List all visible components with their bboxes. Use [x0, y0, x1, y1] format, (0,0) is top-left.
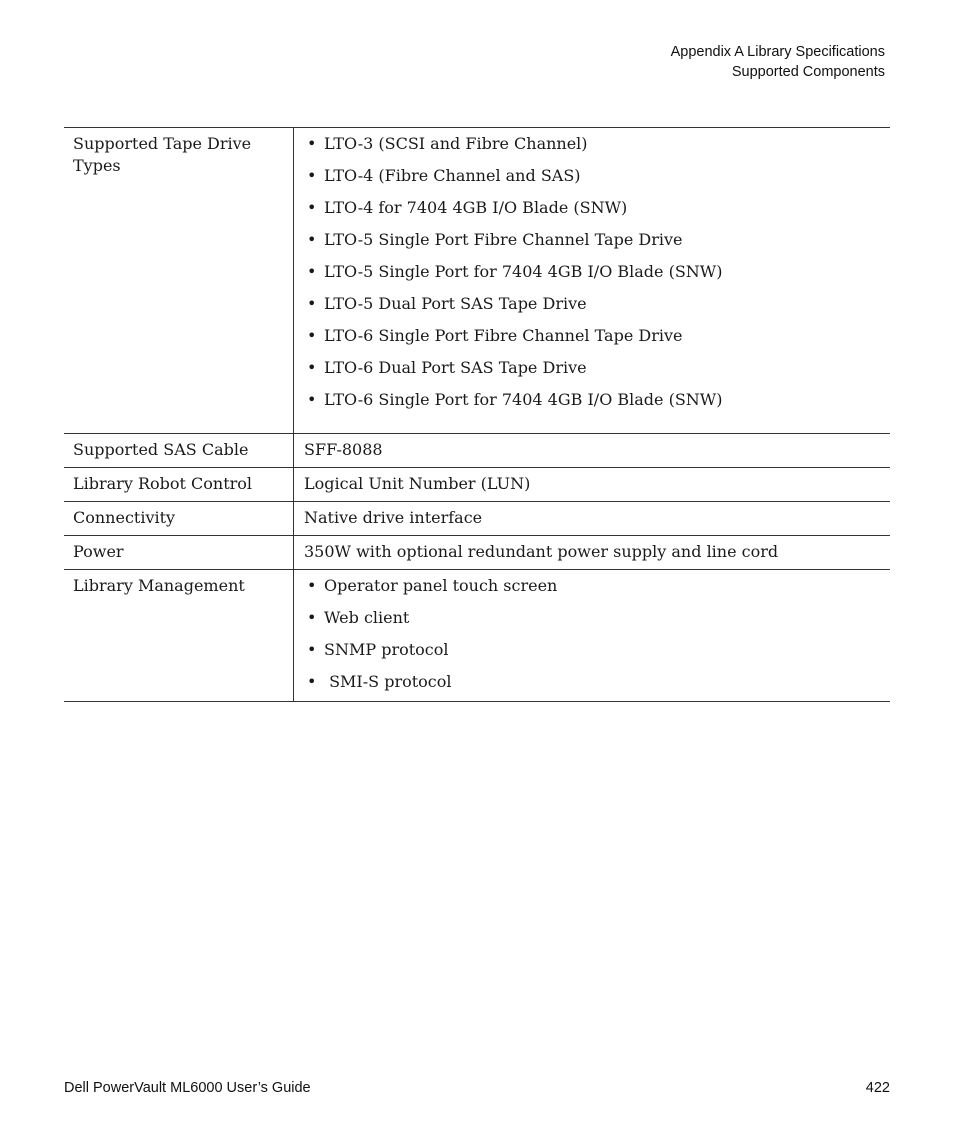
table-row: [64, 536, 890, 570]
running-header: [671, 42, 885, 82]
page-number: 422: [865, 1080, 890, 1096]
bullet-icon: •: [307, 230, 317, 249]
bullet-icon: •: [307, 134, 317, 153]
row-label: Supported SAS Cable: [64, 434, 294, 468]
bullet-icon: •: [307, 166, 317, 185]
bullet-icon: •: [307, 262, 317, 281]
specifications-table: [64, 127, 890, 702]
list-item: • LTO-3 (SCSI and Fibre Channel): [307, 134, 588, 153]
table-row: [64, 570, 890, 702]
row-value: Logical Unit Number (LUN): [294, 468, 891, 502]
row-label: Power: [64, 536, 294, 570]
list-item: • Operator panel touch screen: [307, 576, 558, 595]
bullet-icon: •: [307, 294, 317, 313]
table-row: [64, 128, 890, 434]
bullet-icon: •: [307, 672, 317, 691]
list-item: • LTO-4 for 7404 4GB I/O Blade (SNW): [307, 198, 628, 217]
row-value: SFF-8088: [294, 434, 891, 468]
header-chapter: Appendix A Library Specifications: [670, 44, 885, 60]
list-item: • LTO-5 Single Port Fibre Channel Tape Drive: [307, 230, 683, 249]
list-item: • SMI-S protocol: [307, 672, 452, 691]
document-title: Dell PowerVault ML6000 User’s Guide: [64, 1080, 311, 1096]
row-value: [294, 570, 891, 702]
row-value: Native drive interface: [294, 502, 891, 536]
list-item: • Web client: [307, 608, 410, 627]
row-value: [294, 128, 891, 434]
table-row: [64, 502, 890, 536]
row-label: Supported Tape Drive Types: [64, 128, 294, 434]
list-item: • LTO-5 Single Port for 7404 4GB I/O Blade (SNW): [307, 262, 723, 281]
list-item: • LTO-6 Single Port for 7404 4GB I/O Blade (SNW): [307, 390, 723, 409]
bullet-icon: •: [307, 198, 317, 217]
list-item: • LTO-6 Single Port Fibre Channel Tape Drive: [307, 326, 683, 345]
bullet-icon: •: [307, 576, 317, 595]
header-section: Supported Components: [731, 64, 885, 80]
list-item: • LTO-5 Dual Port SAS Tape Drive: [307, 294, 587, 313]
row-label: Connectivity: [64, 502, 294, 536]
running-footer: [64, 1080, 890, 1096]
management-list: [304, 575, 880, 701]
row-label: Library Management: [64, 570, 294, 702]
row-value: 350W with optional redundant power supply and line cord: [294, 536, 891, 570]
list-item: • LTO-6 Dual Port SAS Tape Drive: [307, 358, 587, 377]
tape-drive-list: [304, 133, 880, 421]
bullet-icon: •: [307, 390, 317, 409]
table-row: [64, 434, 890, 468]
bullet-icon: •: [307, 608, 317, 627]
bullet-icon: •: [307, 358, 317, 377]
bullet-icon: •: [307, 640, 317, 659]
table-row: [64, 468, 890, 502]
row-label: Library Robot Control: [64, 468, 294, 502]
list-item: • SNMP protocol: [307, 640, 449, 659]
list-item: • LTO-4 (Fibre Channel and SAS): [307, 166, 581, 185]
bullet-icon: •: [307, 326, 317, 345]
